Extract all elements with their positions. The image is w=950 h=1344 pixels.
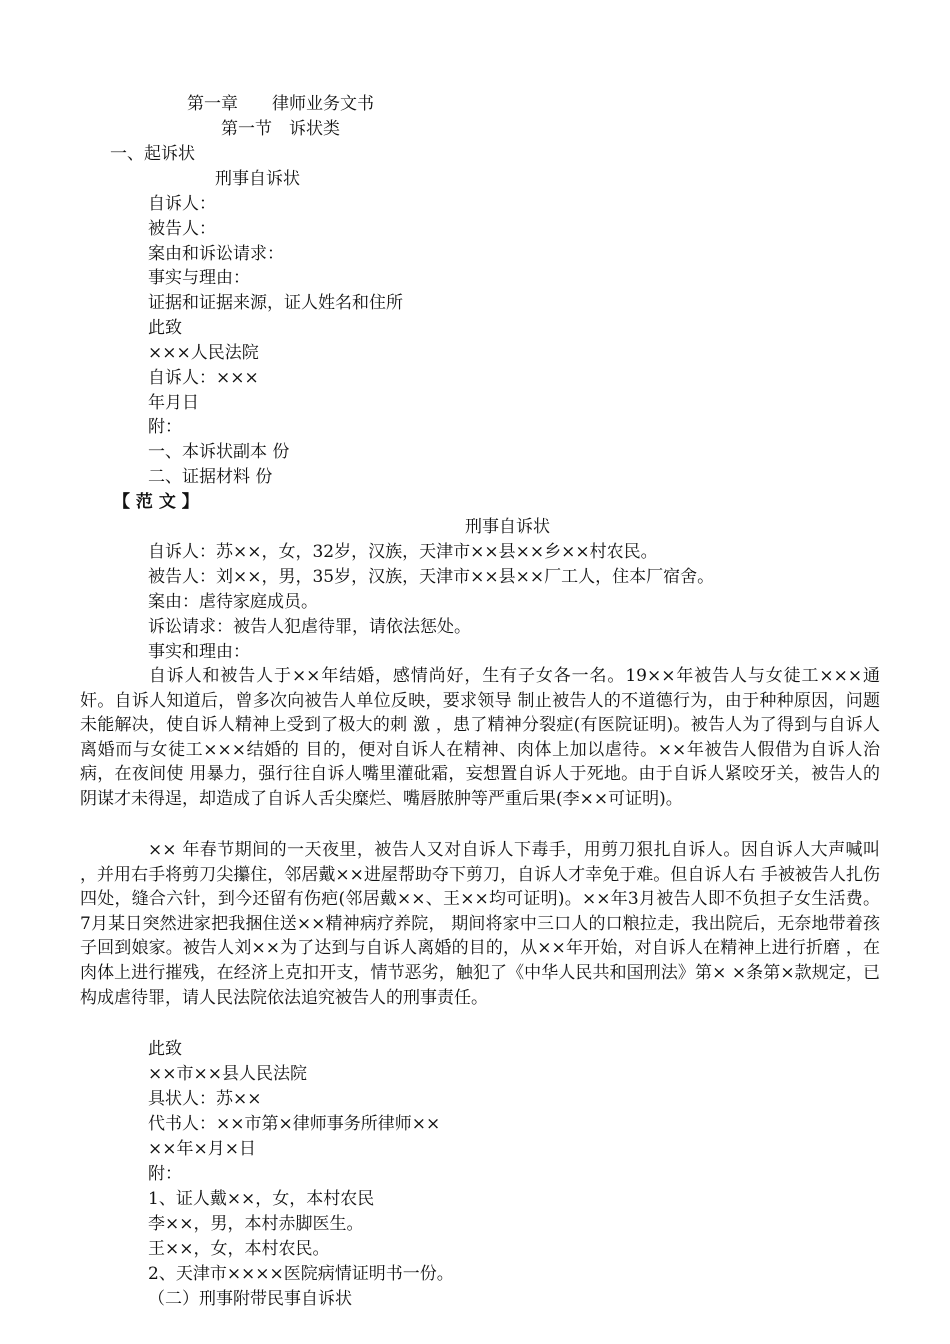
template-line: 事实与理由：: [148, 268, 250, 288]
template-line: ×××人民法院: [148, 343, 259, 363]
closing-line: 王××，女，本村农民。: [148, 1239, 330, 1259]
sample-line: 诉讼请求：被告人犯虐待罪，请依法惩处。: [148, 617, 471, 637]
closing-line: 附：: [148, 1164, 182, 1184]
closing-line: ××市××县人民法院: [148, 1064, 307, 1084]
template-title: 刑事自诉状: [215, 169, 300, 189]
chapter-heading: 第一章 律师业务文书: [187, 94, 374, 114]
closing-line: 代书人：××市第×律师事务所律师××: [148, 1114, 441, 1134]
template-line: 自诉人：: [148, 194, 216, 214]
facts-paragraph-1-text: 自诉人和被告人于××年结婚，感情尚好，生有子女各一名。19××年被告人与女徒工×××通奸。自诉人知道后，曾多次向被告人单位反映，要求领导 制止被告人的不道德行为，由于种种原因，问题未能解决，使自诉人精神上受到了极大的刺 激 ，患了精神分裂症(有医院证明)。被告人为了得到与自诉人离婚而与女徒工×××结婚的 目的，便对自诉人在精神、肉体上加以虐待。××年被告人假借为自诉人治病，在夜间使 用暴力，强行往自诉人嘴里灌砒霜，妄想置自诉人于死地。由于自诉人紧咬牙关，被告人的 阴谋才未得逞，却造成了自诉人舌尖糜烂、嘴唇脓肿等严重后果(李××可证明)。: [80, 666, 880, 809]
template-line: 二、证据材料 份: [148, 467, 273, 487]
next-heading: （二）刑事附带民事自诉状: [148, 1289, 352, 1309]
closing-line: 此致: [148, 1039, 182, 1059]
closing-line: 李××，男，本村赤脚医生。: [148, 1214, 364, 1234]
closing-line: ××年×月×日: [148, 1139, 256, 1159]
part-heading: 一、起诉状: [110, 144, 195, 164]
template-line: 年月日: [148, 393, 199, 413]
template-line: 自诉人：×××: [148, 368, 259, 388]
sample-line: 事实和理由：: [148, 642, 250, 662]
section-heading: 第一节 诉状类: [221, 119, 340, 139]
sample-line: 被告人：刘××，男，35岁，汉族，天津市××县××厂工人，住本厂宿舍。: [148, 567, 715, 587]
closing-line: 1、证人戴××，女，本村农民: [148, 1189, 375, 1209]
closing-line: 具状人：苏××: [148, 1089, 262, 1109]
facts-paragraph-2: [80, 838, 880, 1010]
template-line: 案由和诉讼请求：: [148, 244, 284, 264]
sample-title: 刑事自诉状: [465, 517, 550, 537]
sample-line: 案由：虐待家庭成员。: [148, 592, 318, 612]
facts-paragraph-2-text: ×× 年春节期间的一天夜里，被告人又对自诉人下毒手，用剪刀狠扎自诉人。因自诉人大声喊叫 ，并用右手将剪刀尖攥住，邻居戴××进屋帮助夺下剪刀，自诉人才幸免于难。但自诉人右 手被被告人扎伤四处，缝合六针，到今还留有伤疤(邻居戴××、王××均可证明)。××年3月被告人即不负担子女生活费。7月某日突然进家把我捆住送××精神病疗养院， 期间将家中三口人的口粮拉走，我出院后，无奈地带着孩子回到娘家。被告人刘××为了达到与自诉人离婚的目的，从××年开始，对自诉人在精神上进行折磨 ，在肉体上进行摧残，在经济上克扣开支，情节恶劣，触犯了《中华人民共和国刑法》第× ×条第×款规定，已构成虐待罪，请人民法院依法追究被告人的刑事责任。: [80, 840, 880, 1008]
facts-paragraph-1: [80, 664, 880, 812]
sample-label: 【 范 文 】: [113, 492, 199, 512]
sample-line: 自诉人：苏××，女，32岁，汉族，天津市××县××乡××村农民。: [148, 542, 658, 562]
template-line: 被告人：: [148, 219, 216, 239]
template-line: 此致: [148, 318, 182, 338]
template-line: 证据和证据来源，证人姓名和住所: [148, 293, 403, 313]
template-line: 附：: [148, 417, 182, 437]
closing-line: 2、天津市××××医院病情证明书一份。: [148, 1264, 454, 1284]
template-line: 一、本诉状副本 份: [148, 442, 290, 462]
